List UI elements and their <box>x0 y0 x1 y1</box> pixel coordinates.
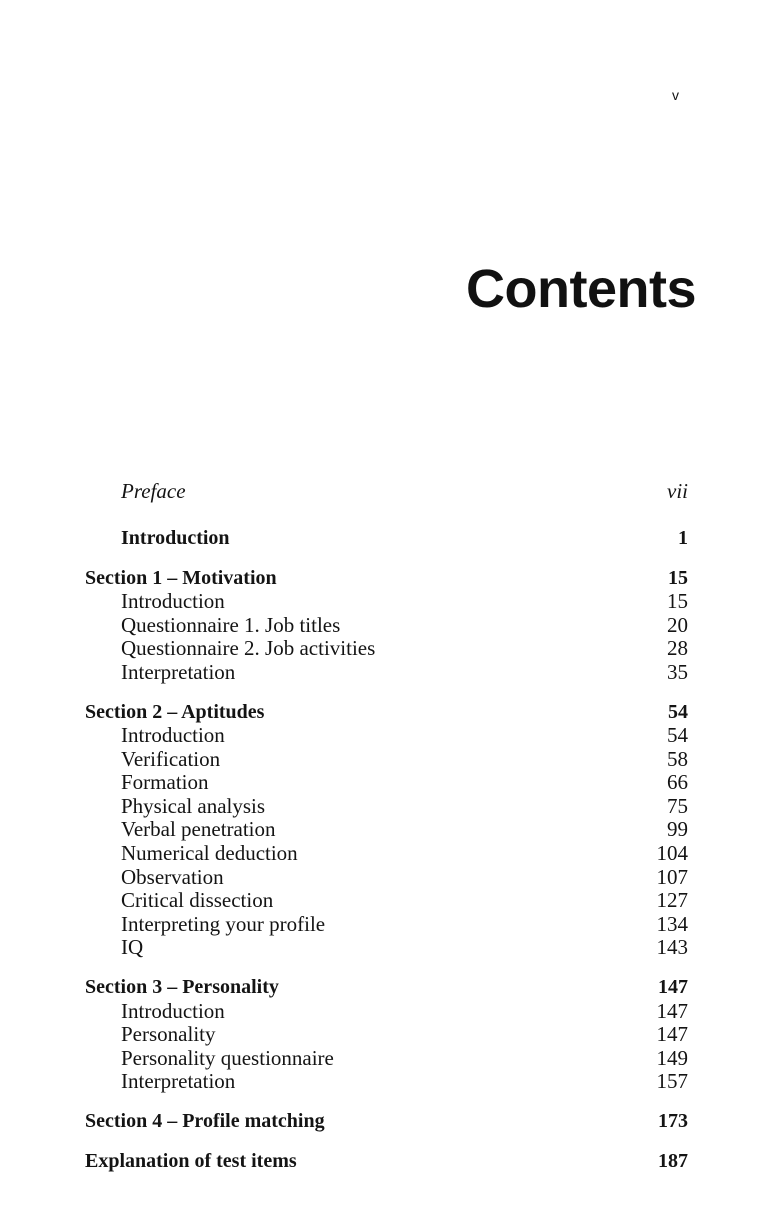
toc-entry-explanation[interactable] <box>85 1149 688 1173</box>
toc-entry-title: Explanation of test items <box>85 1150 297 1172</box>
toc-entry-title: IQ <box>121 935 144 959</box>
toc-entry[interactable] <box>85 723 688 747</box>
toc-entry[interactable] <box>85 1069 688 1093</box>
toc-entry-preface[interactable] <box>85 479 688 503</box>
toc-entry-title: Numerical deduction <box>121 841 298 865</box>
toc-section-personality[interactable] <box>85 975 688 999</box>
toc-section-page: 147 <box>658 976 688 998</box>
toc-section-title: Section 3 – Personality <box>85 976 279 998</box>
toc-section-page: 173 <box>658 1110 688 1132</box>
toc-entry-title: Physical analysis <box>121 794 266 818</box>
toc-entry[interactable] <box>85 589 688 613</box>
toc-section-title: Section 1 – Motivation <box>85 567 277 589</box>
toc-entry-title: Interpretation <box>121 660 236 684</box>
toc-entry[interactable] <box>85 912 688 936</box>
toc-entry[interactable] <box>85 999 688 1023</box>
toc-entry[interactable] <box>85 613 688 637</box>
toc-entry-title: Introduction <box>121 999 225 1023</box>
toc-entry[interactable] <box>85 660 688 684</box>
toc-entry-page: 147 <box>656 999 688 1023</box>
toc-entry-title: Preface <box>121 479 186 503</box>
toc-section-profile-matching[interactable] <box>85 1109 688 1133</box>
toc-entry-page: 35 <box>667 660 688 684</box>
toc-entry-page: 99 <box>667 817 688 841</box>
toc-entry-title: Interpretation <box>121 1069 236 1093</box>
toc-entry[interactable] <box>85 747 688 771</box>
toc-entry[interactable] <box>85 888 688 912</box>
toc-entry-title: Introduction <box>121 589 225 613</box>
toc-entry-page: 143 <box>656 935 688 959</box>
toc-entry[interactable] <box>85 1046 688 1070</box>
page-title: Contents <box>466 259 696 319</box>
toc-entry-title: Introduction <box>121 723 225 747</box>
toc-entry[interactable] <box>85 636 688 660</box>
toc-section-title: Section 4 – Profile matching <box>85 1110 325 1132</box>
toc-entry-page: 58 <box>667 747 688 771</box>
toc-entry-page: 127 <box>656 888 688 912</box>
toc-section-page: 54 <box>668 701 688 723</box>
toc-entry[interactable] <box>85 770 688 794</box>
toc-entry-page: 66 <box>667 770 688 794</box>
toc-entry-title: Verbal penetration <box>121 817 276 841</box>
toc-entry-title: Critical dissection <box>121 888 274 912</box>
toc-entry-introduction[interactable] <box>85 526 688 550</box>
toc-entry-title: Introduction <box>121 527 230 549</box>
toc-entry-title: Interpreting your profile <box>121 912 326 936</box>
toc-entry-page: 157 <box>656 1069 688 1093</box>
toc-entry-page: 104 <box>656 841 688 865</box>
toc-entry-page: 187 <box>658 1150 688 1172</box>
toc-entry[interactable] <box>85 1022 688 1046</box>
toc-entry-page: 149 <box>656 1046 688 1070</box>
toc-entry-page: 15 <box>667 589 688 613</box>
toc-entry-title: Formation <box>121 770 209 794</box>
toc-section-motivation[interactable] <box>85 566 688 590</box>
toc-entry[interactable] <box>85 935 688 959</box>
page-number: v <box>672 87 679 103</box>
toc-section-title: Section 2 – Aptitudes <box>85 701 265 723</box>
toc-entry[interactable] <box>85 794 688 818</box>
toc-section-page: 15 <box>668 567 688 589</box>
toc-entry-page: 54 <box>667 723 688 747</box>
toc-entry-page: 107 <box>656 865 688 889</box>
toc-entry-page: 28 <box>667 636 688 660</box>
toc-entry-title: Questionnaire 2. Job activities <box>121 636 376 660</box>
toc-entry[interactable] <box>85 817 688 841</box>
toc-entry[interactable] <box>85 841 688 865</box>
toc-entry-title: Personality questionnaire <box>121 1046 334 1070</box>
toc-entry-page: vii <box>667 479 688 503</box>
toc-entry[interactable] <box>85 865 688 889</box>
toc-entry-page: 147 <box>656 1022 688 1046</box>
toc-entry-page: 134 <box>656 912 688 936</box>
toc-section-aptitudes[interactable] <box>85 700 688 724</box>
toc-entry-title: Verification <box>121 747 221 771</box>
toc-entry-page: 20 <box>667 613 688 637</box>
toc-entry-page: 1 <box>678 527 688 549</box>
toc-entry-page: 75 <box>667 794 688 818</box>
toc-entry-title: Questionnaire 1. Job titles <box>121 613 341 637</box>
toc-entry-title: Observation <box>121 865 224 889</box>
toc-entry-title: Personality <box>121 1022 216 1046</box>
